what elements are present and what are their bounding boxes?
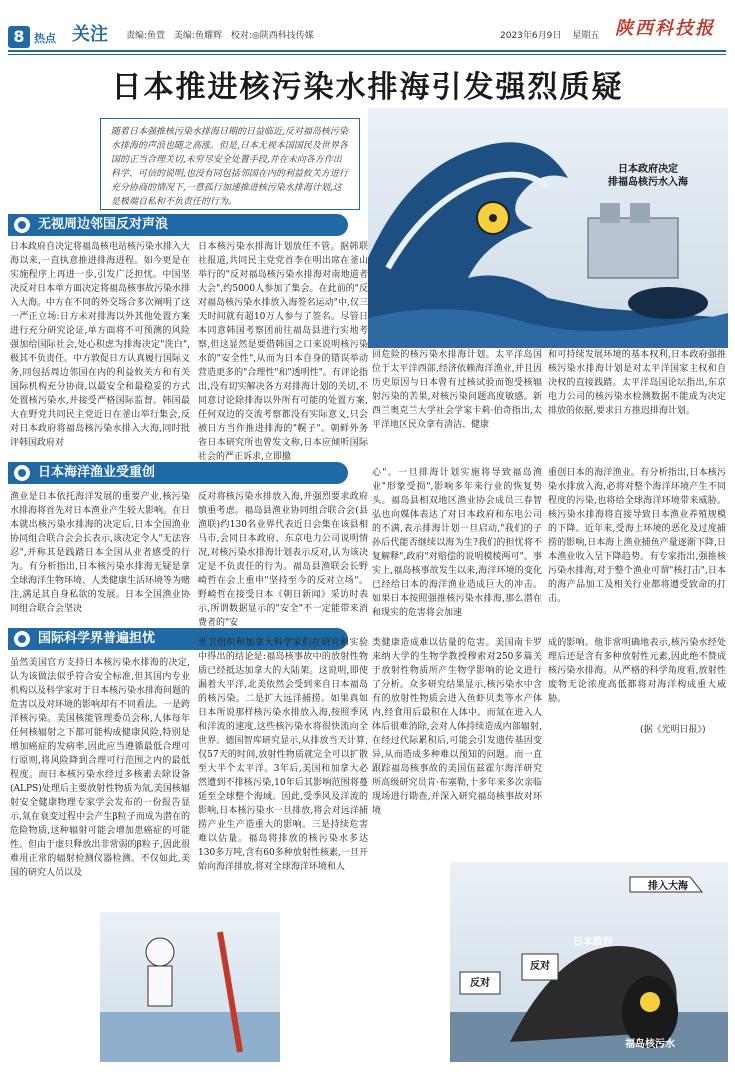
header-rule-thin (8, 54, 726, 55)
page-headline: 日本推进核污染水排海引发强烈质疑 (111, 70, 624, 105)
article-column: 心"。一旦排海计划实施将导致福岛渔业"形象受损",影响多年来行业的恢复势头。福岛县相双地区渔业协会成员三春智弘也向媒体表达了对日本政府和东电公司的不满,表示排海计划一旦启动,"我们的子孙后代能否继续以海为生?我们的担忧将不复解释",政府"对赔偿的说明模棱两可"。事实上,福岛核事故发生以来,海洋环境的变化已经给日本的海洋渔业造成巨大的冲击。如果日本按照强推核污染水排海,那么潜在和现实的危害将会加速 (372, 468, 542, 618)
tank-icon (630, 203, 650, 223)
caption-line: 日本政府决定 (618, 164, 678, 175)
sign-label: 反对 (530, 961, 550, 972)
article-column: 回危险的核污染水排海计划。太平洋岛国位于太平洋西部,经济依赖海洋渔业,并且因历史原因与日本曾有过核试验而饱受核辐射污染的苦果,对核污染问题高度敏感。新西兰奥克兰大学社会学家卡莉·伯奇指出,太平洋地区民众拿有清洁、健康 (372, 350, 542, 430)
radiation-core (489, 214, 497, 222)
protest-illustration (450, 862, 728, 1062)
article-column: 渔业是日本依托海洋发展的重要产业,核污染水排海将首先对日本渔业产生较大影响。在日本就出核污染水排海的决定后,日本全国渔业协同组合联合会会长表示,该决定令人"无法容忍",并称其是践踏日本全国从业者感受的行为。有分析指出,日本核污染水排海无疑是拿全球海洋生物环境、人类健康生活环境等为赌注,满足其自身私欲的发展。日本全国渔业协同组合联合会坚决 (10, 492, 191, 614)
header-rule (8, 50, 726, 52)
editor-credit: 责编:鱼萱 (126, 31, 166, 41)
editor-credit: 美编:鱼耀辉 (173, 31, 222, 41)
article-column: 日本政府自决定将福岛核电站核污染水排入大海以来,一直执意推进排海进程。如今更是在实施程序上再进一步,引发广泛担忧。中国坚决反对日本单方面决定将福岛核事故污染水排入大海。中方在不同的外交场合多次阐明了这一严正立场:日方未对排海以外其他处置方案进行充分研究论证,单方面将不可预测的风险强加给国际社会,处心积虑为排海决定"洗白",极其不负责任。中方敦促日方认真履行国际义务,同包括周边邻国在内的利益攸关方和有关国际机构充分协商,以最安全和最稳妥的方式处置核污染水,并接受严格国际监督。韩国最大在野党共同民主党近日在釜山举行集会,反对日本政府将福岛核污染水排入大海,同时批评韩国政府对 (10, 242, 191, 448)
wave-illustration (368, 108, 728, 348)
editor-credit: 校对:◎陕西科技传媒 (230, 31, 314, 41)
section-label-focus: 关注 (72, 24, 108, 45)
issue-date (500, 28, 607, 41)
caption-line: 排福岛核污水入海 (608, 177, 688, 188)
section-label-hot: 热点 (34, 32, 56, 45)
sign-label: 反对 (470, 978, 490, 989)
tank-icon (600, 203, 620, 223)
sign-label: 排入大海 (648, 881, 688, 892)
section-bullet-icon (14, 631, 30, 647)
article-column: 日本核污染水排海计划放任不管。据韩联社报道,共同民主党党首李在明出席在釜山举行的"反对福岛核污染水排海对南地道者大会",约5000人参加了集会。在此前的"反对福岛核污染水排放入海签名运动"中,仅三天时间就有超10万人参与了签名。尽管日本同意韩国考察团前往福岛县进行实地考察,但这显然是要借韩国之口来说明核污染水的"安全性",从而为日本自身的错误举动营造更多的"合理性"和"透明性"。有评论指出,没有切实解决各方对排海计划的关切,不同意讨论除排海以外所有可能的处置方案,任何双边的交流考察都没有实际意义,只会被日方当作推进排海的"幌子"。朝鲜外务省日本研究所也曾发文称,日本应倾听国际社会的严正诉求,立即撤 (198, 242, 368, 462)
illustration-caption (578, 163, 718, 189)
radiation-icon (640, 992, 660, 1012)
section-title: 日本海洋渔业受重创 (38, 465, 156, 480)
worker-art (100, 912, 280, 1062)
article-column: 成的影响。他非常明确地表示,核污染水经处理后还是含有多种放射性元素,因此绝不赞成核污染水排海。从严格的科学角度看,放射性废物无论浓度高低都将对海洋构成重大威胁。 (548, 638, 726, 704)
date-text: 2023年6月9日 (500, 31, 562, 41)
wave-art (368, 108, 728, 348)
water-area (100, 1012, 280, 1062)
lead-paragraph: 随着日本强推核污染水排海日期的日益临近,反对福岛核污染水排海的声浪也随之高涨。但是,日本无视本国国民及世界各国的正当合理关切,未穷尽安全处置手段,并在未向各方作出科学、可信的说明,也没有同包括邻国在内的利益攸关方进行充分协商的情况下,一意孤行加速推进核污染水排海计划,这是极端自私和不负责任的行为。 (100, 118, 360, 210)
editor-credits (126, 28, 320, 41)
newspaper-masthead: 陕西科技报 (615, 18, 715, 39)
hazmat-worker-icon (146, 938, 174, 966)
article-column: 和可持续发展环境的基本权利,日本政府强推核污染水排海计划是对太平洋国家主权和自决权的直接践踏。太平洋岛国论坛指出,东京电力公司的核污染水检测数据不能成为决定排放的依据,要求日方推迟排海计划。 (548, 350, 726, 416)
hazmat-suit (148, 966, 172, 1006)
section-bullet-icon (14, 217, 30, 233)
page-number: 8 (8, 26, 30, 48)
worker-illustration (100, 912, 280, 1062)
sign-label: 日本政府 (573, 937, 613, 948)
fish-mutant-icon (628, 287, 708, 319)
section-bullet-icon (14, 465, 30, 481)
section-heading-neighbors (8, 214, 348, 236)
section-heading-fishery (8, 462, 348, 484)
sign-label: 福岛核污水 (625, 1039, 675, 1050)
article-column: 反对将核污染水排放入海,并强烈要求政府慎重考虑。福岛县渔业协同组合联合会(县渔联)约130名业界代表近日会集在该县相马市,会同日本政府、东京电力公司说明情况,对核污染水排海计划表示反对,认为该决定是不负责任的行为。福岛县渔联会长野崎哲在会上重申"坚持至今的反对立场"。野崎哲在接受日本《朝日新闻》采访时表示,所谓数据显示的"安全"不一定能带来消费者的"安 (198, 492, 368, 628)
section-title: 国际科学界普遍担忧 (38, 631, 156, 646)
section-title: 无视周边邻国反对声浪 (38, 217, 169, 232)
storage-tanks (588, 218, 678, 278)
article-column: 类健康造成难以估量的危害。美国南卡罗来纳大学的生物学教授穆索对250多篇关于放射性物质所产生物学影响的论文进行了分析。众多研究结果显示,核污染水中含有的放射性物质会进入鱼虾贝类等水产体内,经食用后最积在人体中。而氚在进入人体后很难消除,会对人体持续造成内部辐射,在经过代际累积后,可能会引发遗传基因变异,从而造成多种难以预知的问题。而一直跟踪福岛核事故的美国伍兹霍尔海洋研究所高级研究员肯·布塞勒,十多年来多次亲临现场进行勘查,并深入研究福岛核事故对环境 (372, 638, 542, 816)
weekday-text: 星期五 (572, 31, 600, 41)
article-column: 虽然美国官方支持日本核污染水排海的决定,认为该做法似乎符合安全标准,但其国内专业机构以及科学家对于日本核污染水排海问题的危害以及对环境的影响却有不同看法。一是跨洋核污染。美国核能管理委员会称,人体每年任何核辐射之下都可能构成健康风险,特别是增加癌症的发病率,因此应当遵循最低合理可行原则,将风险降到合理可行范围之内的最低程度。而日本核污染水经过多核素去除设备(ALPS)处理后主要放射性物质为氚,美国核辐射安全健康物理专家学会发布的一份报告显示,氚在衰变过程中会产生β粒子而成为潜在的危险物质,这种辐射可能会增加患癌症的可能性。但由于虚只释放出非常弱的β粒子,因此很难用正常的辐射检测仪器检测。不仅如此,美国的研究人员以及 (10, 658, 191, 878)
article-column: 重创日本的海洋渔业。有分析指出,日本核污染水排放入海,必将对整个海洋环境产生不同程度的污染,也将给全球海洋环境带来威胁。核污染水排海将直接导致日本渔业养殖规模的下降。近年来,受海上环境的恶化及过度捕捞的影响,日本海上渔业捕鱼产量逐渐下降,日本渔业收入呈下降趋势。有专家指出,强推核污染水排海,对于整个渔业可谓"核打击",日本的海产品加工及相关行业都将遭受致命的打击。 (548, 468, 726, 604)
source-credit: (据《光明日报》) (640, 725, 706, 735)
article-column: 世卫组织和加拿大科学家们在研究和实验中得出的结论是:福岛核事故中的放射性物质已经抵达加拿大的大陆架。这说明,即使漏着大平洋,北美依然会受到来自日本福岛的核污染。二是扩大远洋捕捞。如果真如日本所说那样核污染水排放入海,按照季风和洋流的速度,这些核污染水将很快流向全世界。德国智库研究显示,从排放当天计算,仅57天的时间,放射性物质就完全可以扩散至大半个太平洋。3年后,美国和加拿大必然遭到不排核污染,10年后其影响范围将蔓延至全球整个海域。因此,受季风及洋流的影响,日本核污染水一旦排放,将会对远洋捕捞产业生产造重大的影响。三是持续危害难以估量。福岛将排放的核污染水多达130多万吨,含有60多种放射性核素,一旦开始向海洋排放,将对全球海洋环境和人 (198, 638, 368, 872)
